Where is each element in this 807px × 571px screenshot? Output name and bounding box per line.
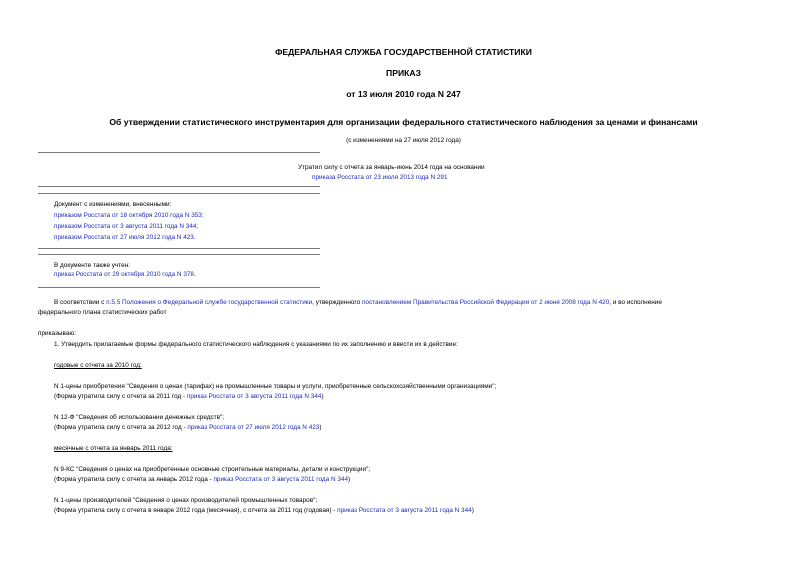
monthly-heading: месячные с отчета за январь 2011 года: bbox=[54, 445, 173, 452]
preamble-text: , утвержденного bbox=[312, 299, 362, 306]
doc-title: Об утверждении статистического инструментария для организации федерального статистического наблюдения за ценами и финансами bbox=[109, 117, 698, 127]
form1-note bbox=[54, 393, 324, 400]
form4-title: N 1-цены производителей "Сведения о ценах производителей промышленных товаров"; bbox=[54, 497, 318, 504]
form1-note-text: (Форма утратила силу с отчета за 2011 год - bbox=[54, 393, 187, 400]
form4-note-text: (Форма утратила силу с отчета в январе 2012 года (месячная), с отчета за 2011 год (годовая) - bbox=[54, 507, 338, 514]
form3-note-text: (Форма утратила силу с отчета за январь 2012 года - bbox=[54, 476, 214, 483]
form2-note bbox=[54, 424, 322, 431]
divider bbox=[38, 186, 320, 187]
also-considered-intro: В документе также учтен: bbox=[54, 262, 131, 269]
order-word: приказываю: bbox=[38, 330, 76, 337]
doc-date-number: от 13 июля 2010 года N 247 bbox=[346, 89, 461, 99]
amendment-link[interactable]: приказом Росстата от 3 августа 2011 года N 344; bbox=[54, 223, 199, 230]
doc-type: ПРИКАЗ bbox=[386, 68, 421, 78]
amendments-intro: Документ с изменениями, внесенными: bbox=[54, 201, 172, 208]
form2-note-text: (Форма утратила силу с отчета за 2012 год - bbox=[54, 424, 188, 431]
divider bbox=[38, 152, 320, 153]
form4-link[interactable]: приказ Росстата от 3 августа 2011 года N 344 bbox=[337, 507, 472, 514]
preamble-text: , и во исполнение bbox=[609, 299, 662, 306]
divider bbox=[38, 248, 320, 249]
divider bbox=[38, 193, 320, 194]
agency-name: ФЕДЕРАЛЬНАЯ СЛУЖБА ГОСУДАРСТВЕННОЙ СТАТИСТИКИ bbox=[275, 47, 532, 57]
close-paren: ) bbox=[471, 507, 474, 514]
edition-note: (с изменениями на 27 июля 2012 года) bbox=[346, 137, 461, 144]
lost-force-text: Утратил силу с отчета за январь-июнь 2014 года на основании bbox=[298, 164, 485, 171]
government-decree-link[interactable]: постановлением Правительства Российской Федерации от 2 июня 2008 года N 420 bbox=[361, 299, 610, 306]
form2-title: N 12-Ф "Сведения об использовании денежных средств"; bbox=[54, 414, 225, 421]
divider bbox=[38, 254, 320, 255]
form4-note bbox=[54, 507, 474, 514]
form1-link[interactable]: приказ Росстата от 3 августа 2011 года N 344 bbox=[186, 393, 322, 400]
form2-link[interactable]: приказ Росстата от 27 июля 2012 года N 423 bbox=[187, 424, 320, 431]
amendment-link[interactable]: приказом Росстата от 27 июля 2012 года N 423. bbox=[54, 234, 196, 241]
preamble-line2: федерального плана статистических работ bbox=[38, 309, 167, 316]
amendment-link[interactable]: приказом Росстата от 18 октября 2010 года N 353; bbox=[54, 212, 204, 219]
also-considered-link[interactable]: приказ Росстата от 29 октября 2010 года N 378. bbox=[54, 271, 196, 278]
preamble-text: В соответствии с bbox=[54, 299, 107, 306]
form1-title: N 1-цены приобретения "Сведения о ценах (тарифах) на промышленные товары и услуги, приобретенные сельскохозяйственными организациями"; bbox=[54, 383, 497, 390]
annual-heading: годовые с отчета за 2010 год: bbox=[54, 362, 142, 369]
close-paren: ) bbox=[321, 393, 324, 400]
divider bbox=[38, 287, 320, 288]
close-paren: ) bbox=[348, 476, 351, 483]
preamble-paragraph bbox=[54, 299, 662, 306]
lost-force-link[interactable]: приказа Росстата от 23 июля 2013 года N 291 bbox=[312, 174, 448, 181]
form3-note bbox=[54, 476, 350, 483]
form3-title: N 9-КС "Сведения о ценах на приобретенные основные строительные материалы, детали и конструкции"; bbox=[54, 466, 371, 473]
regulation-link[interactable]: п.5.5 Положения о Федеральной службе государственной статистики bbox=[106, 299, 313, 306]
form3-link[interactable]: приказ Росстата от 3 августа 2011 года N 344 bbox=[213, 476, 349, 483]
item-1: 1. Утвердить прилагаемые формы федерального статистического наблюдения с указаниями по их заполнению и ввести их в действие: bbox=[54, 341, 458, 348]
close-paren: ) bbox=[319, 424, 322, 431]
